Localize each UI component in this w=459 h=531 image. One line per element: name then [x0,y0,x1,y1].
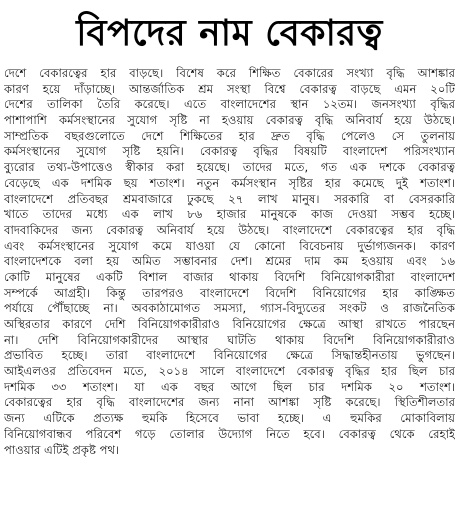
article-line: ব্যুরোর তথ্য-উপাত্তেও স্বীকার করা হয়েছে। তাদের মতে, গত এক দশকে বেকারত্ব [4,160,455,175]
article-line: দেশের তালিকা তৈরি করেছে। এতে বাংলাদেশের স্থান ১২তম। জনসংখ্যা বৃদ্ধির [4,97,455,112]
article-line: সম্পর্কে আগ্রহী। কিন্তু তারপরও বাংলাদেশে বিদেশি বিনিয়োগের হার কাঙ্ক্ষিত [4,285,455,300]
article-line: কারণ হয়ে দাঁড়াচ্ছে। আন্তর্জাতিক শ্রম সংস্থা বিশ্বে বেকারত্ব বাড়ছে এমন ২০টি [4,81,455,96]
article-line: বাংলাদেশকে বলা হয় অমিত সম্ভাবনার দেশ। শ্রমের দাম কম হওয়ায় এবং ১৬ [4,254,455,269]
article-line: দেশে বেকারত্বের হার বাড়ছে। বিশেষ করে শিক্ষিত বেকারের সংখ্যা বৃদ্ধি আশঙ্কার [4,66,455,80]
article-line: পাওয়ার এটিই প্রকৃষ্ট পথ। [4,442,120,457]
article-line: বেকারত্বের হার বৃদ্ধি বাংলাদেশের জন্য নানা আশঙ্কা সৃষ্টি করেছে। স্থিতিশীলতার [4,395,455,410]
article-line: বাংলাদেশে প্রতিবছর শ্রমবাজারে ঢুকছে ২৭ লাখ মানুষ। সরকারি বা বেসরকারি [4,191,455,206]
article-headline: বিপদের নাম বেকারত্ব [76,13,383,54]
article-line: অস্থিরতার কারণে দেশি বিনিয়োগকারীরাও বিনিয়োগের ক্ষেত্রে আস্থা রাখতে পারছেন [4,317,455,331]
article-line: পাশাপাশি কর্মসংস্থানের সুযোগ সৃষ্টি না হওয়ায় বেকারত্ব বৃদ্ধি অনিবার্য হয়ে উঠছে। [4,113,455,128]
article-line: কর্মসংস্থানের সুযোগ সৃষ্টি হয়নি। বেকারত্ব বৃদ্ধির বিষয়টি বাংলাদেশ পরিসংখ্যান [4,144,455,159]
article-line: আইএলওর প্রতিবেদন মতে, ২০১৪ সালে বাংলাদেশে বেকারত্ব বৃদ্ধির হার ছিল চার [4,364,455,379]
article-body [4,66,455,528]
article-line: জন্য এটিকে প্রত্যক্ষ হুমকি হিসেবে ভাবা হচ্ছে। এ হুমকির মোকাবিলায় [4,411,455,426]
article-line: খাতে তাদের মধ্যে এক লাখ ৮৬ হাজার মানুষকে কাজ দেওয়া সম্ভব হচ্ছে। [4,207,455,222]
article-line: কোটি মানুষের একটি বিশাল বাজার থাকায় বিদেশি বিনিয়োগকারীরা বাংলাদেশ [4,269,455,284]
article-line: পর্যায়ে পৌঁছাচ্ছে না। অবকাঠামোগত সমস্যা, গ্যাস-বিদ্যুতের সংকট ও রাজনৈতিক [4,301,455,316]
article-line: সাম্প্রতিক বছরগুলোতে দেশে শিক্ষিতের হার দ্রুত বৃদ্ধি পেলেও সে তুলনায় [4,128,455,143]
article-line: প্রভাবিত হচ্ছে। তারা বাংলাদেশে বিনিয়োগের ক্ষেত্রে সিদ্ধান্তহীনতায় ভুগছেন। [4,348,455,363]
article-line: বেড়েছে এক দশমিক ছয় শতাংশ। নতুন কর্মসংস্থান সৃষ্টির হার কমেছে দুই শতাংশ। [4,175,455,190]
article-line: বাদবাকিদের জন্য বেকারত্ব অনিবার্য হয়ে উঠছে। বাংলাদেশে বেকারত্বের হার বৃদ্ধি [4,222,455,237]
article-line: এবং কর্মসংস্থানের সুযোগ কমে যাওয়া যে কোনো বিবেচনায় দুর্ভাগ্যজনক। কারণ [4,238,455,253]
article-line: বিনিয়োগবান্ধব পরিবেশ গড়ে তোলার উদ্যোগ নিতে হবে। বেকারত্ব থেকে রেহাই [4,426,455,441]
article-line: না। দেশি বিনিয়োগকারীদের আস্থার ঘাটতি থাকায় বিদেশি বিনিয়োগকারীরাও [4,332,455,347]
article-line: দশমিক ৩৩ শতাংশ। যা এক বছর আগে ছিল চার দশমিক ২০ শতাংশ। [4,379,455,394]
